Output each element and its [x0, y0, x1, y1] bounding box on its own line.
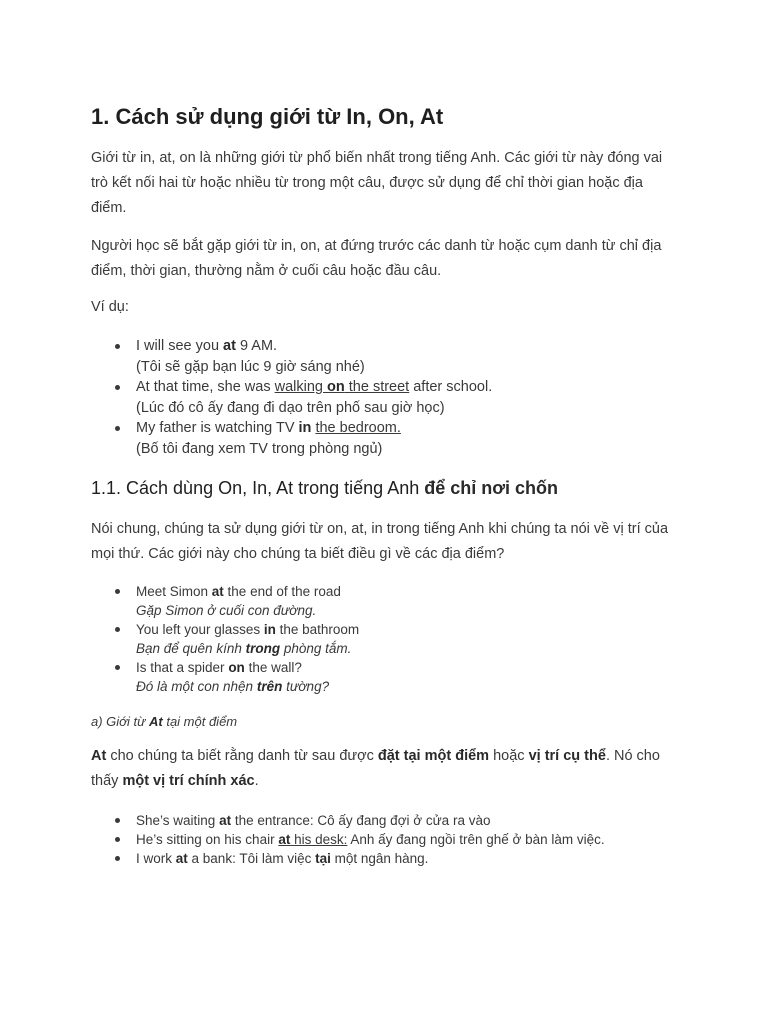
- example-list-3: [91, 811, 691, 868]
- list-item: I will see you at 9 AM. (Tôi sẽ gặp bạn lúc 9 giờ sáng nhé): [91, 336, 691, 377]
- example-list-1: [91, 336, 691, 459]
- list-item: He’s sitting on his chair at his desk: Anh ấy đang ngồi trên ghế ở bàn làm việc.: [91, 830, 691, 849]
- list-item: At that time, she was walking on the street after school. (Lúc đó cô ấy đang đi dạo trên phố sau giờ học): [91, 377, 691, 418]
- subsection-heading: a) Giới từ At tại một điểm: [91, 714, 238, 729]
- list-item: Is that a spider on the wall? Đó là một con nhện trên tường?: [91, 658, 691, 696]
- list-item: She’s waiting at the entrance: Cô ấy đang đợi ở cửa ra vào: [91, 811, 691, 830]
- list-item: You left your glasses in the bathroom Bạn để quên kính trong phòng tắm.: [91, 620, 691, 658]
- list-item: Meet Simon at the end of the road Gặp Simon ở cuối con đường.: [91, 582, 691, 620]
- section-paragraph: Nói chung, chúng ta sử dụng giới từ on, at, in trong tiếng Anh khi chúng ta nói về vị trí của mọi thứ. Các giới này cho chúng ta biết điều gì về các địa điểm?: [91, 521, 669, 562]
- page-title: 1. Cách sử dụng giới từ In, On, At: [91, 104, 444, 129]
- intro-paragraph-2: Người học sẽ bắt gặp giới từ in, on, at đứng trước các danh từ hoặc cụm danh từ chỉ địa điểm, thời gian, thường nằm ở cuối câu hoặc đầu câu.: [91, 238, 662, 279]
- example-list-2: [91, 582, 691, 696]
- section-heading: 1.1. Cách dùng On, In, At trong tiếng Anh để chỉ nơi chốn: [91, 478, 559, 498]
- example-label: Ví dụ:: [91, 299, 129, 315]
- intro-paragraph-1: Giới từ in, at, on là những giới từ phổ biến nhất trong tiếng Anh. Các giới từ này đóng vai trò kết nối hai từ hoặc nhiều từ trong một câu, được sử dụng để chỉ thời gian hoặc địa điểm.: [91, 150, 663, 216]
- list-item: My father is watching TV in the bedroom. (Bố tôi đang xem TV trong phòng ngủ): [91, 418, 691, 459]
- at-paragraph: At cho chúng ta biết rằng danh từ sau được đặt tại một điểm hoặc vị trí cụ thể. Nó cho thấy một vị trí chính xác.: [91, 748, 660, 789]
- list-item: I work at a bank: Tôi làm việc tại một ngân hàng.: [91, 849, 691, 868]
